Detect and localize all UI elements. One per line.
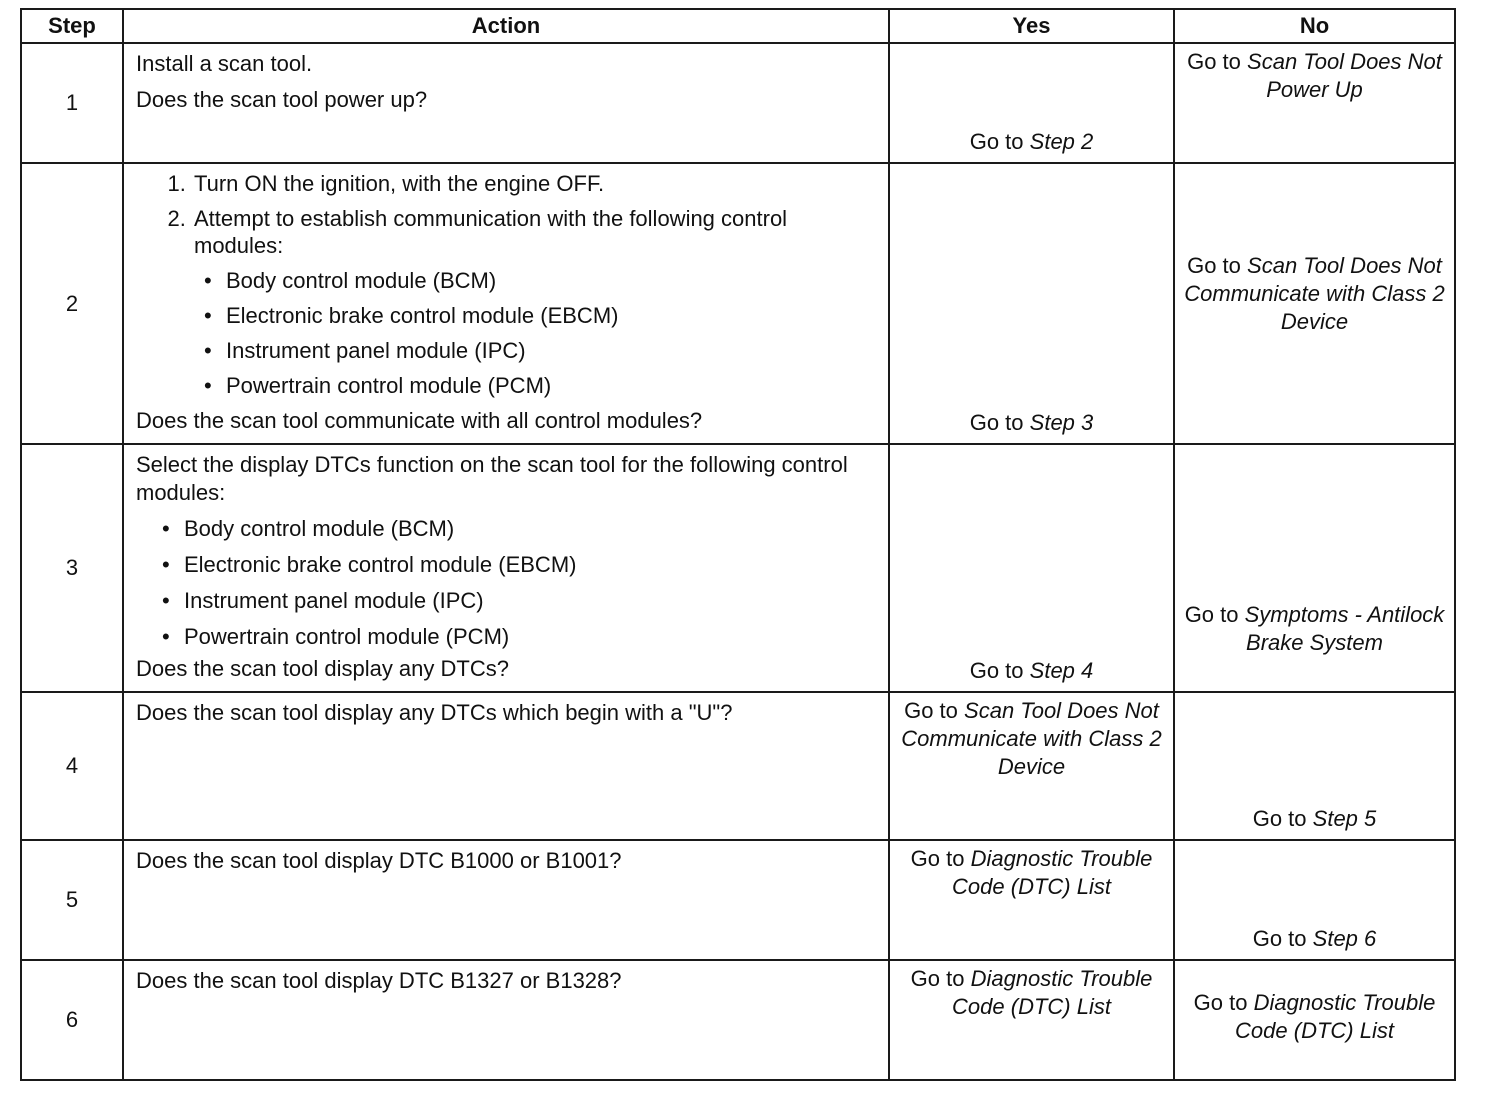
no-cell: [1174, 692, 1455, 840]
action-intro: Install a scan tool.: [136, 51, 313, 76]
table-row: [21, 163, 1455, 444]
numbered-item: 1. Turn ON the ignition, with the engine OFF.: [192, 170, 878, 197]
yes-reference[interactable]: Scan Tool Does Not Communicate with Class 2 Device: [901, 698, 1162, 779]
header-yes: Yes: [889, 9, 1174, 43]
no-reference[interactable]: Step 6: [1312, 926, 1377, 951]
action-question: Does the scan tool communicate with all control modules?: [136, 408, 703, 433]
bullet-list: [194, 267, 878, 399]
bullet-item: • Body control module (BCM): [162, 515, 878, 543]
bullet-item: • Powertrain control module (PCM): [162, 623, 878, 651]
yes-reference[interactable]: Step 2: [1029, 129, 1094, 154]
bullet-item: • Body control module (BCM): [204, 267, 878, 294]
no-prefix: Go to: [1187, 252, 1241, 278]
step-number: 1: [21, 43, 123, 163]
yes-cell: [889, 692, 1174, 840]
table-row: [21, 840, 1455, 960]
yes-cell: [889, 163, 1174, 444]
bullet-item: • Electronic brake control module (EBCM): [162, 551, 878, 579]
header-no: No: [1174, 9, 1455, 43]
action-cell: [123, 840, 889, 960]
numbered-list: [136, 170, 878, 399]
yes-reference[interactable]: Diagnostic Trouble Code (DTC) List: [952, 846, 1153, 899]
yes-reference[interactable]: Step 3: [1029, 410, 1094, 435]
header-row: [21, 9, 1455, 43]
numbered-item-text: Attempt to establish communication with the following control modules:: [194, 206, 788, 258]
yes-reference[interactable]: Diagnostic Trouble Code (DTC) List: [952, 966, 1153, 1019]
action-question: Does the scan tool display DTC B1327 or B1328?: [136, 968, 622, 993]
step-number: 4: [21, 692, 123, 840]
bullet-item: • Powertrain control module (PCM): [204, 372, 878, 399]
table-row: [21, 960, 1455, 1080]
no-cell: [1174, 840, 1455, 960]
action-question: Does the scan tool display any DTCs which begin with a "U"?: [136, 700, 733, 725]
action-intro: Select the display DTCs function on the scan tool for the following control modules:: [136, 452, 848, 505]
no-cell: [1174, 43, 1455, 163]
no-cell: [1174, 960, 1455, 1080]
action-question: Does the scan tool display DTC B1000 or B1001?: [136, 848, 622, 873]
yes-reference[interactable]: Step 4: [1029, 658, 1094, 683]
no-reference[interactable]: Scan Tool Does Not Communicate with Class 2 Device: [1184, 252, 1445, 334]
header-step: Step: [21, 9, 123, 43]
bullet-item: • Electronic brake control module (EBCM): [204, 302, 878, 329]
action-cell: [123, 163, 889, 444]
no-reference[interactable]: Step 5: [1312, 806, 1377, 831]
yes-prefix: Go to: [910, 966, 965, 991]
yes-cell: [889, 960, 1174, 1080]
yes-prefix: Go to: [910, 846, 965, 871]
no-reference[interactable]: Symptoms - Antilock Brake System: [1244, 602, 1445, 655]
bullet-item: • Instrument panel module (IPC): [204, 337, 878, 364]
yes-prefix: Go to: [969, 658, 1024, 683]
action-cell: [123, 444, 889, 692]
no-cell: [1174, 444, 1455, 692]
no-prefix: Go to: [1187, 49, 1241, 74]
yes-prefix: Go to: [969, 410, 1024, 435]
action-cell: [123, 692, 889, 840]
no-prefix: Go to: [1252, 806, 1307, 831]
step-number: 5: [21, 840, 123, 960]
no-prefix: Go to: [1184, 602, 1239, 627]
step-number: 6: [21, 960, 123, 1080]
diagnostic-table: [20, 8, 1456, 1081]
numbered-item: [192, 205, 878, 399]
step-number: 3: [21, 444, 123, 692]
no-reference[interactable]: Scan Tool Does Not Power Up: [1247, 49, 1442, 102]
action-cell: [123, 43, 889, 163]
bullet-list: [136, 515, 878, 651]
yes-prefix: Go to: [969, 129, 1024, 154]
step-number: 2: [21, 163, 123, 444]
no-prefix: Go to: [1193, 990, 1248, 1015]
yes-cell: [889, 840, 1174, 960]
yes-cell: [889, 43, 1174, 163]
action-question: Does the scan tool power up?: [136, 87, 428, 112]
table-row: [21, 43, 1455, 163]
header-action: Action: [123, 9, 889, 43]
action-cell: [123, 960, 889, 1080]
bullet-item: • Instrument panel module (IPC): [162, 587, 878, 615]
no-prefix: Go to: [1252, 926, 1307, 951]
table-row: [21, 692, 1455, 840]
yes-cell: [889, 444, 1174, 692]
no-cell: [1174, 163, 1455, 444]
yes-prefix: Go to: [904, 698, 958, 723]
table-row: [21, 444, 1455, 692]
no-reference[interactable]: Diagnostic Trouble Code (DTC) List: [1235, 990, 1436, 1043]
action-question: Does the scan tool display any DTCs?: [136, 656, 509, 681]
